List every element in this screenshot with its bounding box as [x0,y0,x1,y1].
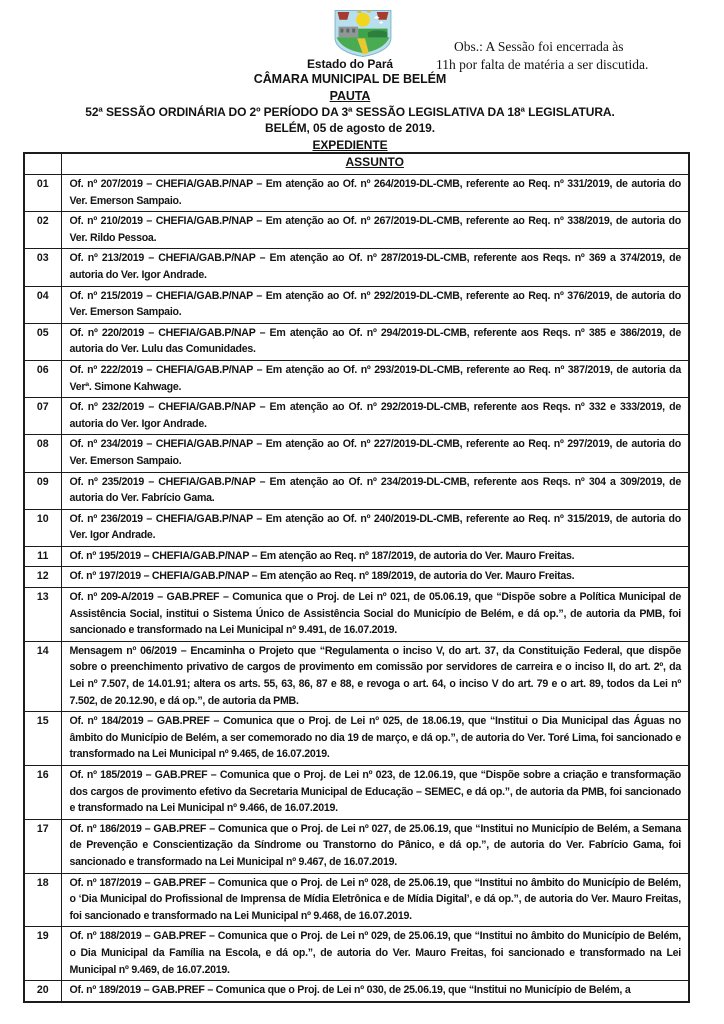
observation-line-2: 11h por falta de matéria a ser discutida. [436,57,649,72]
table-row [24,712,689,766]
item-text: Of. nº 187/2019 – GAB.PREF – Comunica que o Proj. de Lei nº 028, de 25.06.19, que “Institui no âmbito do Município de Belém, o ‘Dia Municipal do Profissional de Imprensa de Mídia Eletrônica e de Mídia Digital’, e dá op.”, de autoria do Ver. Mauro Freitas, foi sancionado e transformado na Lei Municipal nº 9.468, de 16.07.2019. [61,873,689,927]
item-number: 04 [24,286,61,323]
item-number: 07 [24,398,61,435]
item-text: Of. nº 210/2019 – CHEFIA/GAB.P/NAP – Em atenção ao Of. nº 267/2019-DL-CMB, referente ao Req. nº 338/2019, de autoria do Ver. Rildo Pessoa. [61,212,689,249]
item-number: 09 [24,472,61,509]
item-number: 01 [24,175,61,212]
item-text: Of. nº 234/2019 – CHEFIA/GAB.P/NAP – Em atenção ao Of. nº 227/2019-DL-CMB, referente ao Req. nº 297/2019, de autoria do Ver. Emerson Sampaio. [61,435,689,472]
item-text: Of. nº 195/2019 – CHEFIA/GAB.P/NAP – Em atenção ao Req. nº 187/2019, de autoria do Ver. Mauro Freitas. [61,546,689,567]
item-number: 03 [24,249,61,286]
agenda-table [23,152,690,1003]
item-text: Of. nº 189/2019 – GAB.PREF – Comunica que o Proj. de Lei nº 030, de 25.06.19, que “Institui no Município de Belém, a [61,981,689,1002]
table-row [24,546,689,567]
item-text: Of. nº 186/2019 – GAB.PREF – Comunica que o Proj. de Lei nº 027, de 25.06.19, que “Institui no Município de Belém, a Semana de Prevenção e Conscientização da Síndrome ou Transtorno do Pânico, e dá op.”, de autoria do Ver. Fabrício Gama, foi sancionado e transformado na Lei Municipal nº 9.467, de 16.07.2019. [61,819,689,873]
table-row [24,981,689,1002]
item-number: 08 [24,435,61,472]
item-text: Of. nº 220/2019 – CHEFIA/GAB.P/NAP – Em atenção ao Of. nº 294/2019-DL-CMB, referente aos Reqs. nº 385 e 386/2019, de autoria do Ver. Lulu das Comunidades. [61,323,689,360]
item-text: Of. nº 215/2019 – CHEFIA/GAB.P/NAP – Em atenção ao Of. nº 292/2019-DL-CMB, referente ao Req. nº 376/2019, de autoria do Ver. Emerson Sampaio. [61,286,689,323]
table-row [24,567,689,588]
item-text: Of. nº 213/2019 – CHEFIA/GAB.P/NAP – Em atenção ao Of. nº 287/2019-DL-CMB, referente aos Reqs. nº 369 a 374/2019, de autoria do Ver. Igor Andrade. [61,249,689,286]
item-text: Of. nº 185/2019 – GAB.PREF – Comunica que o Proj. de Lei nº 023, de 12.06.19, que “Dispõe sobre a criação e transformação dos cargos de provimento efetivo da Secretaria Municipal de Educação – SEMEC, e dá op.”, de autoria da PMB, foi sancionado e transformado na Lei Municipal nº 9.466, de 16.07.2019. [61,766,689,820]
item-text: Of. nº 232/2019 – CHEFIA/GAB.P/NAP – Em atenção ao Of. nº 292/2019-DL-CMB, referente aos Reqs. nº 332 e 333/2019, de autoria do Ver. Igor Andrade. [61,398,689,435]
table-row [24,766,689,820]
item-number: 19 [24,927,61,981]
item-number: 02 [24,212,61,249]
table-row [24,398,689,435]
table-row [24,588,689,642]
item-number: 14 [24,641,61,711]
item-text: Of. nº 207/2019 – CHEFIA/GAB.P/NAP – Em atenção ao Of. nº 264/2019-DL-CMB, referente ao Req. nº 331/2019, de autoria do Ver. Emerson Sampaio. [61,175,689,212]
item-text: Of. nº 235/2019 – CHEFIA/GAB.P/NAP – Em atenção ao Of. nº 234/2019-DL-CMB, referente aos Reqs. nº 304 a 309/2019, de autoria do Ver. Fabrício Gama. [61,472,689,509]
item-text: Of. nº 209-A/2019 – GAB.PREF – Comunica que o Proj. de Lei nº 021, de 05.06.19, que “Dispõe sobre a Política Municipal de Assistência Social, institui o Sistema Único de Assistência Social do Município de Belém, e dá op.”, de autoria da PMB, foi sancionado e transformado na Lei Municipal nº 9.491, de 16.07.2019. [61,588,689,642]
table-row [24,212,689,249]
session-title: 52ª SESSÃO ORDINÁRIA DO 2º PERÍODO DA 3ª SESSÃO LEGISLATIVA DA 18ª LEGISLATURA. [85,105,615,119]
item-number: 20 [24,981,61,1002]
table-row [24,175,689,212]
table-row [24,819,689,873]
observation-line-1: Obs.: A Sessão foi encerrada às [454,39,624,54]
item-number: 17 [24,819,61,873]
place-and-date: BELÉM, 05 de agosto de 2019. [265,121,435,135]
item-number-header [24,153,61,175]
table-row [24,360,689,397]
item-number: 12 [24,567,61,588]
item-number: 10 [24,509,61,546]
item-text: Of. nº 236/2019 – CHEFIA/GAB.P/NAP – Em atenção ao Of. nº 240/2019-DL-CMB, referente ao Req. nº 315/2019, de autoria do Ver. Igor Andrade. [61,509,689,546]
item-text: Of. nº 184/2019 – GAB.PREF – Comunica que o Proj. de Lei nº 025, de 18.06.19, que “Institui o Dia Municipal das Águas no âmbito do Município de Belém, a ser comemorado no dia 19 de março, e dá op.”, de autoria do Ver. Toré Lima, foi sancionado e transformado na Lei Municipal nº 9.465, de 16.07.2019. [61,712,689,766]
state-name: Estado do Pará [307,57,393,71]
table-row [24,472,689,509]
subject-column-header: ASSUNTO [61,153,689,175]
section-title: EXPEDIENTE [312,138,388,152]
table-row [24,641,689,711]
item-text: Of. nº 188/2019 – GAB.PREF – Comunica que o Proj. de Lei nº 029, de 25.06.19, que “Institui no âmbito do Município de Belém, o Dia Municipal da Família na Escola, e dá op.”, de autoria do Ver. Mauro Freitas, foi sancionado e transformado na Lei Municipal nº 9.469, de 16.07.2019. [61,927,689,981]
item-text: Of. nº 197/2019 – CHEFIA/GAB.P/NAP – Em atenção ao Req. nº 189/2019, de autoria do Ver. Mauro Freitas. [61,567,689,588]
table-row [24,435,689,472]
item-number: 16 [24,766,61,820]
item-number: 18 [24,873,61,927]
table-row [24,873,689,927]
item-text: Of. nº 222/2019 – CHEFIA/GAB.P/NAP – Em atenção ao Of. nº 293/2019-DL-CMB, referente ao Req. nº 387/2019, de autoria da Verª. Simone Kahwage. [61,360,689,397]
organization-name: CÂMARA MUNICIPAL DE BELÉM [253,72,447,86]
table-row [24,927,689,981]
table-row [24,286,689,323]
table-row [24,509,689,546]
item-text: Mensagem nº 06/2019 – Encaminha o Projeto que “Regulamenta o inciso V, do art. 37, da Constituição Federal, que dispõe sobre o preenchimento privativo de cargos de provimento em comissão por servidores de carreira e o inciso II, do art. 2º, da Lei nº 7.507, de 14.01.91; altera os arts. 55, 63, 86, 87 e 88, e revoga o art. 64, o inciso V do art. 79 e o art. 89, todos da Lei nº 7.502, de 20.12.90, e dá op.”, de autoria da PMB. [61,641,689,711]
document-title: PAUTA [329,89,371,103]
item-number: 06 [24,360,61,397]
table-row [24,249,689,286]
item-number: 11 [24,546,61,567]
belem-coat-of-arms-icon [333,9,393,58]
item-number: 05 [24,323,61,360]
table-header-row [24,153,689,175]
table-row [24,323,689,360]
item-number: 15 [24,712,61,766]
item-number: 13 [24,588,61,642]
